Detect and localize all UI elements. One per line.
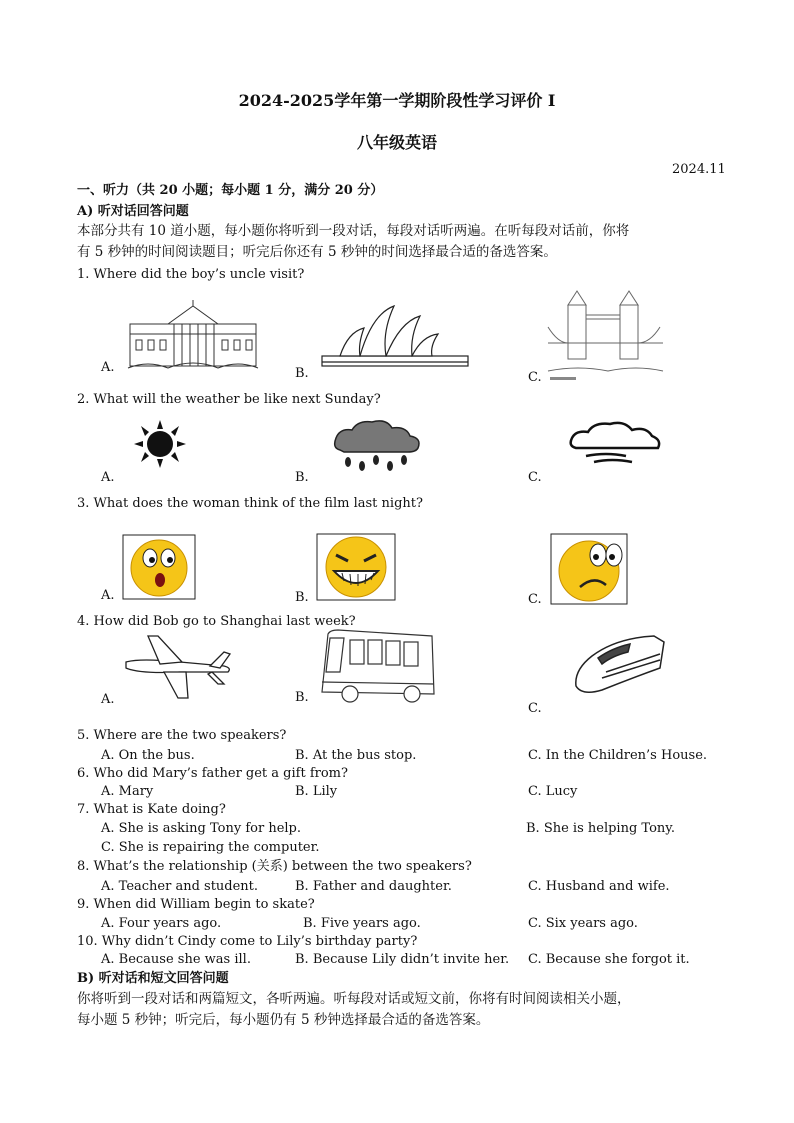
q9-option-a[interactable]: A. Four years ago.	[101, 916, 222, 931]
question-5: 5. Where are the two speakers?	[77, 728, 287, 743]
sydney-opera-house-icon	[320, 300, 470, 372]
windy-cloud-icon	[566, 418, 666, 468]
rain-cloud-icon	[330, 418, 425, 473]
tower-bridge-icon	[548, 287, 663, 382]
section-a-heading: A) 听对话回答问题	[77, 204, 189, 219]
section-a-instruction-2: 有 5 秒钟的时间阅读题目；听完后你还有 5 秒钟的时间选择最合适的备选答案。	[77, 244, 557, 260]
part1-heading: 一、听力（共 20 小题；每小题 1 分，满分 20 分）	[77, 183, 384, 198]
section-a-instruction-1: 本部分共有 10 道小题，每小题你将听到一段对话，每段对话听两遍。在听每段对话前，你将	[77, 223, 630, 239]
question-1: 1. Where did the boy’s uncle visit?	[77, 267, 305, 282]
question-3: 3. What does the woman think of the film last night?	[77, 496, 423, 511]
q9-option-b[interactable]: B. Five years ago.	[303, 916, 421, 931]
surprised-face-icon	[122, 534, 196, 600]
q3-option-a[interactable]: A.	[101, 588, 115, 603]
section-b-instruction-2: 每小题 5 秒钟；听完后，每小题仍有 5 秒钟选择最合适的备选答案。	[77, 1012, 490, 1028]
q5-option-b[interactable]: B. At the bus stop.	[295, 748, 417, 763]
bus-icon	[318, 628, 438, 704]
q8-option-c[interactable]: C. Husband and wife.	[528, 879, 670, 894]
q10-option-a[interactable]: A. Because she was ill.	[101, 952, 251, 967]
q6-option-a[interactable]: A. Mary	[101, 784, 154, 799]
q7-option-b[interactable]: B. She is helping Tony.	[526, 821, 676, 836]
section-b-heading: B) 听对话和短文回答问题	[77, 971, 229, 986]
airplane-icon	[120, 632, 235, 704]
q6-option-b[interactable]: B. Lily	[295, 784, 338, 799]
q1-option-a[interactable]: A.	[101, 360, 115, 375]
q2-option-a[interactable]: A.	[101, 470, 115, 485]
q9-option-c[interactable]: C. Six years ago.	[528, 916, 638, 931]
question-8: 8. What’s the relationship (关系) between the two speakers?	[77, 859, 472, 874]
q8-option-b[interactable]: B. Father and daughter.	[295, 879, 452, 894]
question-7: 7. What is Kate doing?	[77, 802, 226, 817]
q2-option-b[interactable]: B.	[295, 470, 309, 485]
q7-option-a[interactable]: A. She is asking Tony for help.	[101, 821, 302, 836]
page-subtitle: 八年级英语	[356, 133, 437, 152]
q6-option-c[interactable]: C. Lucy	[528, 784, 578, 799]
q10-option-b[interactable]: B. Because Lily didn’t invite her.	[295, 952, 510, 967]
q8-option-a[interactable]: A. Teacher and student.	[101, 879, 259, 894]
q4-option-a[interactable]: A.	[101, 692, 115, 707]
q1-option-c[interactable]: C.	[528, 370, 542, 385]
q5-option-a[interactable]: A. On the bus.	[101, 748, 195, 763]
q4-option-b[interactable]: B.	[295, 690, 309, 705]
q3-option-b[interactable]: B.	[295, 590, 309, 605]
question-6: 6. Who did Mary’s father get a gift from?	[77, 766, 348, 781]
question-9: 9. When did William begin to skate?	[77, 897, 315, 912]
page-title: 2024-2025学年第一学期阶段性学习评价 I	[238, 91, 556, 110]
q5-option-c[interactable]: C. In the Children’s House.	[528, 748, 708, 763]
worried-face-icon	[550, 533, 628, 605]
q7-option-c[interactable]: C. She is repairing the computer.	[101, 840, 320, 855]
question-4: 4. How did Bob go to Shanghai last week?	[77, 614, 356, 629]
q2-option-c[interactable]: C.	[528, 470, 542, 485]
section-b-instruction-1: 你将听到一段对话和两篇短文，各听两遍。听每段对话或短文前，你将有时间阅读相关小题，	[77, 991, 631, 1007]
q10-option-c[interactable]: C. Because she forgot it.	[528, 952, 690, 967]
q1-option-b[interactable]: B.	[295, 366, 309, 381]
question-10: 10. Why didn’t Cindy come to Lily’s birthday party?	[77, 934, 418, 949]
sun-icon	[130, 420, 190, 468]
laughing-face-icon	[316, 533, 396, 601]
white-house-icon	[128, 298, 258, 370]
exam-date: 2024.11	[672, 162, 726, 177]
q4-option-c[interactable]: C.	[528, 701, 542, 716]
high-speed-train-icon	[572, 628, 666, 698]
question-2: 2. What will the weather be like next Sunday?	[77, 392, 381, 407]
q3-option-c[interactable]: C.	[528, 592, 542, 607]
